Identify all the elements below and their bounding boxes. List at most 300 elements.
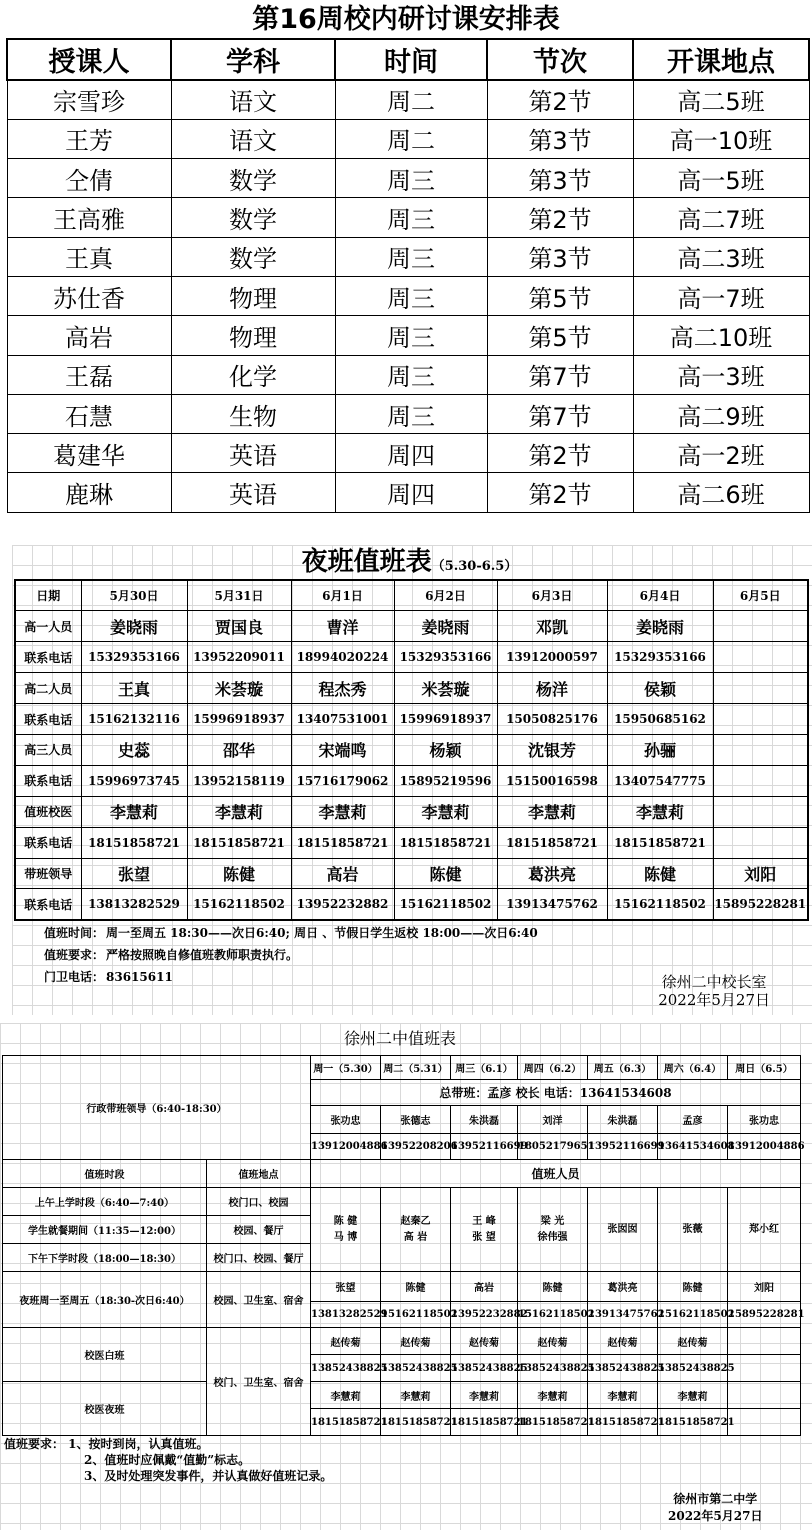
row-label: 带班领导 (15, 858, 81, 889)
admin-phone: 13952116699 (588, 1134, 658, 1160)
period-header: 值班时段 (3, 1160, 207, 1188)
duty-phone: 13813282529 (81, 889, 187, 920)
duty-person: 杨洋 (497, 673, 607, 704)
duty-phone: 18994020224 (291, 642, 394, 673)
duty-name-row (15, 734, 808, 765)
night-leader: 陈健 (381, 1272, 451, 1302)
duty-person (713, 796, 808, 827)
duty-phone (713, 827, 808, 858)
requirement-line: 3、及时处理突发事件，并认真做好值班记录。 (84, 1469, 333, 1483)
schedule-cell: 英语 (171, 473, 335, 512)
night-leader: 张望 (311, 1272, 381, 1302)
night-duty-sheet (12, 545, 812, 1015)
duty-person: 邵华 (187, 734, 291, 765)
duty-person: 张望 (81, 858, 187, 889)
day-staff-name: 高 岩 (403, 1231, 428, 1243)
school-duty-sheet (0, 1023, 812, 1530)
date-header: 6月2日 (394, 580, 497, 611)
doctor-day-name (728, 1328, 801, 1355)
doctor-night-phone: 18151858721 (381, 1409, 451, 1436)
schedule-cell: 第3节 (487, 159, 633, 198)
school-duty-signature (668, 1491, 762, 1525)
schedule-cell: 高岩 (7, 316, 171, 355)
duty-person (713, 673, 808, 704)
duty-phone: 15329353166 (394, 642, 497, 673)
day-staff-cell (451, 1188, 518, 1272)
duty-phone-row (15, 889, 808, 920)
doctor-night-name: 李慧莉 (451, 1382, 518, 1409)
schedule-row (7, 198, 809, 237)
schedule-cell: 第3节 (487, 237, 633, 276)
admin-name: 张德志 (381, 1106, 451, 1134)
night-phone: 15162118502 (381, 1302, 451, 1328)
doctor-night-phone: 18151858721 (311, 1409, 381, 1436)
schedule-cell: 宗雪珍 (7, 80, 171, 119)
day-staff-name: 赵秦乙 (400, 1215, 431, 1227)
row-label: 联系电话 (15, 765, 81, 796)
day-staff-name: 陈 健 (333, 1215, 358, 1227)
day-header: 周日（6.5） (728, 1056, 801, 1080)
schedule-cell: 周二 (335, 80, 487, 119)
duty-phone: 13407531001 (291, 704, 394, 735)
day-staff-cell (381, 1188, 451, 1272)
sign-org: 徐州市第二中学 (673, 1492, 758, 1506)
duty-phone: 15329353166 (81, 642, 187, 673)
day-header: 周三（6.1） (451, 1056, 518, 1080)
day-staff-name: 王 峰 (472, 1215, 496, 1227)
requirement-line: 2、值班时应佩戴“值勤”标志。 (84, 1453, 251, 1467)
duty-phone: 15895219596 (394, 765, 497, 796)
admin-phone: 13952208206 (381, 1134, 451, 1160)
night-leader: 陈健 (518, 1272, 588, 1302)
day-staff-name: 张 望 (472, 1231, 496, 1243)
date-header: 6月4日 (607, 580, 713, 611)
night-phone: 13952232882 (451, 1302, 518, 1328)
schedule-cell: 英语 (171, 434, 335, 473)
header-teacher: 授课人 (7, 39, 171, 80)
schedule-cell: 第2节 (487, 80, 633, 119)
duty-phone: 13913475762 (497, 889, 607, 920)
schedule-cell: 高一5班 (633, 159, 809, 198)
admin-phone: 18052179651 (518, 1134, 588, 1160)
schedule-row (7, 316, 809, 355)
duty-phone: 15162118502 (607, 889, 713, 920)
duty-phone-row (15, 827, 808, 858)
date-header: 6月1日 (291, 580, 394, 611)
doctor-day-phone: 13852438825 (658, 1355, 728, 1382)
date-header: 5月31日 (187, 580, 291, 611)
duty-phone: 15950685162 (607, 704, 713, 735)
schedule-row (7, 276, 809, 315)
duty-person: 米荟璇 (187, 673, 291, 704)
duty-person: 李慧莉 (291, 796, 394, 827)
duty-person: 姜晓雨 (607, 611, 713, 642)
admin-phone: 13912004886 (311, 1134, 381, 1160)
doctor-night-phone: 18151858721 (588, 1409, 658, 1436)
note-row (12, 922, 807, 944)
schedule-cell: 第2节 (487, 434, 633, 473)
duty-person: 刘阳 (713, 858, 808, 889)
duty-person: 葛洪亮 (497, 858, 607, 889)
duty-phone (713, 704, 808, 735)
row-label: 高三人员 (15, 734, 81, 765)
duty-phone: 18151858721 (394, 827, 497, 858)
day-staff-cell (311, 1188, 381, 1272)
note-value: 周一至周五 18:30——次日6:40; 周日 、节假日学生返校 18:00——次日6:40 (106, 926, 538, 940)
schedule-cell: 高二7班 (633, 198, 809, 237)
duty-phone: 13952209011 (187, 642, 291, 673)
doctor-night-phone: 18151858721 (658, 1409, 728, 1436)
doctor-night-name: 李慧莉 (381, 1382, 451, 1409)
row-label: 值班校医 (15, 796, 81, 827)
doctor-day-phone: 13852438825 (451, 1355, 518, 1382)
schedule-cell: 物理 (171, 316, 335, 355)
schedule-cell: 高二10班 (633, 316, 809, 355)
duty-person: 侯颖 (607, 673, 713, 704)
row-label: 联系电话 (15, 889, 81, 920)
doctor-day-name: 赵传菊 (588, 1328, 658, 1355)
school-duty-row (3, 1272, 801, 1302)
duty-phone: 15150016598 (497, 765, 607, 796)
night-place: 校园、卫生室、宿舍 (207, 1272, 311, 1328)
admin-leader-label: 行政带班领导（6:40-18:30） (3, 1056, 311, 1160)
duty-person: 李慧莉 (81, 796, 187, 827)
schedule-cell: 物理 (171, 276, 335, 315)
school-duty-title: 徐州二中值班表 (343, 1029, 456, 1048)
duty-phone: 15329353166 (607, 642, 713, 673)
duty-person: 陈健 (394, 858, 497, 889)
duty-phone-row (15, 642, 808, 673)
period-label: 学生就餐期间（11:35—12:00） (3, 1216, 207, 1244)
day-header: 周四（6.2） (518, 1056, 588, 1080)
schedule-cell: 鹿琳 (7, 473, 171, 512)
duty-person: 李慧莉 (187, 796, 291, 827)
duty-phone-row (15, 704, 808, 735)
night-duty-title-text: 夜班值班表 (301, 547, 432, 577)
school-duty-requirements (4, 1436, 332, 1484)
staff-header: 值班人员 (311, 1160, 801, 1188)
chief-leader: 总带班：孟彦 校长 电话：13641534608 (311, 1080, 801, 1106)
duty-person: 程杰秀 (291, 673, 394, 704)
schedule-cell: 第7节 (487, 355, 633, 394)
duty-phone: 13407547775 (607, 765, 713, 796)
duty-phone: 15162118502 (187, 889, 291, 920)
admin-name: 朱洪磊 (451, 1106, 518, 1134)
period-label: 下午下学时段（18:00—18:30） (3, 1244, 207, 1272)
schedule-cell: 生物 (171, 394, 335, 433)
schedule-cell: 第7节 (487, 394, 633, 433)
doctor-night-name: 李慧莉 (311, 1382, 381, 1409)
date-label: 日期 (15, 580, 81, 611)
duty-phone: 18151858721 (291, 827, 394, 858)
schedule-row (7, 119, 809, 158)
date-header: 5月30日 (81, 580, 187, 611)
doctor-day-label: 校医白班 (3, 1328, 207, 1382)
night-duty-table (14, 579, 809, 921)
note-row (12, 944, 807, 966)
school-duty-table (2, 1055, 805, 1436)
duty-name-row (15, 611, 808, 642)
duty-person: 孙骊 (607, 734, 713, 765)
note-label: 值班时间： (43, 926, 104, 940)
doctor-day-phone: 13852438825 (381, 1355, 451, 1382)
doctor-night-name (728, 1382, 801, 1409)
schedule-cell: 高一3班 (633, 355, 809, 394)
duty-person: 米荟璇 (394, 673, 497, 704)
schedule-row (7, 159, 809, 198)
date-header: 6月3日 (497, 580, 607, 611)
doctor-night-phone: 18151858721 (518, 1409, 588, 1436)
duty-phone: 15162118502 (394, 889, 497, 920)
duty-phone: 15050825176 (497, 704, 607, 735)
schedule-cell: 周三 (335, 355, 487, 394)
note-label: 值班要求： (43, 948, 104, 962)
schedule-cell: 王磊 (7, 355, 171, 394)
period-label: 上午上学时段（6:40—7:40） (3, 1188, 207, 1216)
doctor-night-name: 李慧莉 (518, 1382, 588, 1409)
duty-person: 贾国良 (187, 611, 291, 642)
duty-phone (713, 642, 808, 673)
schedule-cell: 周三 (335, 159, 487, 198)
day-staff-name: 马 博 (333, 1231, 358, 1243)
requirement-line: 值班要求： 1、按时到岗，认真值班。 (4, 1437, 209, 1451)
duty-person (713, 734, 808, 765)
admin-name: 朱洪磊 (588, 1106, 658, 1134)
duty-phone (713, 765, 808, 796)
schedule-cell: 高一10班 (633, 119, 809, 158)
period-place: 校门口、校园、餐厅 (207, 1244, 311, 1272)
duty-phone-row (15, 765, 808, 796)
night-duty-header-row (15, 580, 808, 611)
day-staff-name: 梁 光 (540, 1215, 565, 1227)
schedule-cell: 化学 (171, 355, 335, 394)
doctor-day-name: 赵传菊 (381, 1328, 451, 1355)
schedule-cell: 数学 (171, 237, 335, 276)
night-phone: 15162118502 (518, 1302, 588, 1328)
schedule-cell: 王高雅 (7, 198, 171, 237)
duty-phone: 18151858721 (187, 827, 291, 858)
note-value: 83615611 (106, 970, 173, 984)
duty-person: 李慧莉 (607, 796, 713, 827)
doctor-place: 校门、卫生室、宿舍 (207, 1328, 311, 1436)
admin-phone: 13641534608 (658, 1134, 728, 1160)
place-header: 值班地点 (207, 1160, 311, 1188)
day-staff-cell (658, 1188, 728, 1272)
duty-phone: 15895228281 (713, 889, 808, 920)
duty-person: 高岩 (291, 858, 394, 889)
duty-phone: 13952158119 (187, 765, 291, 796)
day-staff-cell (728, 1188, 801, 1272)
schedule-cell: 第5节 (487, 276, 633, 315)
schedule-cell: 葛建华 (7, 434, 171, 473)
research-lesson-schedule (0, 0, 812, 512)
day-header: 周六（6.4） (658, 1056, 728, 1080)
school-duty-row (3, 1188, 801, 1216)
duty-person: 杨颖 (394, 734, 497, 765)
school-duty-row (3, 1056, 801, 1080)
schedule-row (7, 394, 809, 433)
schedule-cell: 第3节 (487, 119, 633, 158)
header-location: 开课地点 (633, 39, 809, 80)
doctor-night-label: 校医夜班 (3, 1382, 207, 1436)
row-label: 联系电话 (15, 642, 81, 673)
admin-phone: 13952116699 (451, 1134, 518, 1160)
duty-phone: 13912000597 (497, 642, 607, 673)
schedule-cell: 高一2班 (633, 434, 809, 473)
schedule-cell: 周三 (335, 276, 487, 315)
duty-person: 陈健 (187, 858, 291, 889)
admin-phone: 13912004886 (728, 1134, 801, 1160)
day-staff-name: 张薇 (682, 1223, 703, 1235)
day-staff-name: 郑小红 (749, 1223, 779, 1235)
schedule-row (7, 237, 809, 276)
night-duty-signature (658, 973, 770, 1009)
day-staff-name: 徐伟强 (537, 1231, 568, 1243)
day-staff-cell (518, 1188, 588, 1272)
doctor-night-name: 李慧莉 (658, 1382, 728, 1409)
duty-name-row (15, 858, 808, 889)
admin-name: 孟彦 (658, 1106, 728, 1134)
schedule-cell: 王芳 (7, 119, 171, 158)
doctor-day-phone: 13852438825 (311, 1355, 381, 1382)
doctor-day-name: 赵传菊 (311, 1328, 381, 1355)
schedule-cell: 周四 (335, 473, 487, 512)
school-duty-row (3, 1328, 801, 1355)
duty-phone: 18151858721 (607, 827, 713, 858)
row-label: 高二人员 (15, 673, 81, 704)
schedule-cell: 高二5班 (633, 80, 809, 119)
duty-person (713, 611, 808, 642)
row-label: 联系电话 (15, 704, 81, 735)
schedule-cell: 王真 (7, 237, 171, 276)
header-day: 时间 (335, 39, 487, 80)
sign-date: 2022年5月27日 (658, 991, 770, 1009)
duty-name-row (15, 673, 808, 704)
duty-phone: 15996918937 (394, 704, 497, 735)
doctor-night-name: 李慧莉 (588, 1382, 658, 1409)
date-header: 6月5日 (713, 580, 808, 611)
night-leader: 葛洪亮 (588, 1272, 658, 1302)
duty-phone: 15996918937 (187, 704, 291, 735)
period-place: 校园、餐厅 (207, 1216, 311, 1244)
schedule-cell: 周三 (335, 316, 487, 355)
schedule-cell: 高二6班 (633, 473, 809, 512)
duty-phone: 15162132116 (81, 704, 187, 735)
night-phone: 15895228281 (728, 1302, 801, 1328)
schedule-row (7, 80, 809, 119)
night-phone: 13813282529 (311, 1302, 381, 1328)
schedule-cell: 数学 (171, 159, 335, 198)
duty-phone: 18151858721 (81, 827, 187, 858)
duty-person: 曹洋 (291, 611, 394, 642)
schedule-cell: 周四 (335, 434, 487, 473)
schedule-cell: 仝倩 (7, 159, 171, 198)
school-duty-row (3, 1382, 801, 1409)
duty-person: 王真 (81, 673, 187, 704)
doctor-day-phone: 13852438825 (518, 1355, 588, 1382)
schedule-cell: 苏仕香 (7, 276, 171, 315)
admin-name: 刘洋 (518, 1106, 588, 1134)
note-value: 严格按照晚自修值班教师职责执行。 (106, 948, 299, 962)
sign-org: 徐州二中校长室 (661, 973, 767, 991)
doctor-night-phone: 18151858721 (451, 1409, 518, 1436)
schedule-row (7, 473, 809, 512)
night-phone: 13913475762 (588, 1302, 658, 1328)
duty-person: 宋端鸣 (291, 734, 394, 765)
doctor-day-name: 赵传菊 (518, 1328, 588, 1355)
schedule-cell: 周二 (335, 119, 487, 158)
night-label: 夜班周一至周五（18:30-次日6:40） (3, 1272, 207, 1328)
doctor-day-phone (728, 1355, 801, 1382)
duty-phone: 18151858721 (497, 827, 607, 858)
note-label: 门卫电话： (43, 970, 104, 984)
schedule-cell: 高二9班 (633, 394, 809, 433)
schedule-cell: 周三 (335, 394, 487, 433)
night-leader: 刘阳 (728, 1272, 801, 1302)
night-phone: 15162118502 (658, 1302, 728, 1328)
schedule-title: 第16周校内研讨课安排表 (252, 4, 560, 35)
schedule-table (6, 38, 810, 513)
duty-person: 沈银芳 (497, 734, 607, 765)
schedule-cell: 语文 (171, 80, 335, 119)
schedule-row (7, 434, 809, 473)
duty-person: 李慧莉 (497, 796, 607, 827)
row-label: 联系电话 (15, 827, 81, 858)
duty-phone: 13952232882 (291, 889, 394, 920)
duty-person: 姜晓雨 (394, 611, 497, 642)
admin-name: 张功忠 (311, 1106, 381, 1134)
night-leader: 高岩 (451, 1272, 518, 1302)
doctor-day-name: 赵传菊 (451, 1328, 518, 1355)
duty-person: 邓凯 (497, 611, 607, 642)
header-period: 节次 (487, 39, 633, 80)
duty-person: 姜晓雨 (81, 611, 187, 642)
schedule-cell: 第5节 (487, 316, 633, 355)
schedule-cell: 石慧 (7, 394, 171, 433)
schedule-cell: 高一7班 (633, 276, 809, 315)
day-header: 周二（5.31） (381, 1056, 451, 1080)
sign-date: 2022年5月27日 (668, 1509, 763, 1523)
day-header: 周一（5.30） (311, 1056, 381, 1080)
row-label: 高一人员 (15, 611, 81, 642)
duty-person: 李慧莉 (394, 796, 497, 827)
doctor-day-name: 赵传菊 (658, 1328, 728, 1355)
admin-name: 张功忠 (728, 1106, 801, 1134)
schedule-row (7, 355, 809, 394)
duty-phone: 15996973745 (81, 765, 187, 796)
duty-phone: 15716179062 (291, 765, 394, 796)
doctor-day-phone: 13852438825 (588, 1355, 658, 1382)
schedule-header-row (7, 39, 809, 80)
schedule-cell: 数学 (171, 198, 335, 237)
schedule-cell: 第2节 (487, 198, 633, 237)
schedule-cell: 周三 (335, 198, 487, 237)
night-duty-title (12, 545, 807, 579)
night-leader: 陈健 (658, 1272, 728, 1302)
day-staff-cell (588, 1188, 658, 1272)
day-header: 周五（6.3） (588, 1056, 658, 1080)
schedule-cell: 第2节 (487, 473, 633, 512)
period-place: 校门口、校园 (207, 1188, 311, 1216)
duty-person: 史蕊 (81, 734, 187, 765)
duty-name-row (15, 796, 808, 827)
schedule-cell: 周三 (335, 237, 487, 276)
header-subject: 学科 (171, 39, 335, 80)
schedule-cell: 语文 (171, 119, 335, 158)
doctor-night-phone (728, 1409, 801, 1436)
school-duty-row (3, 1160, 801, 1188)
night-duty-title-range: （5.30-6.5） (431, 559, 518, 574)
